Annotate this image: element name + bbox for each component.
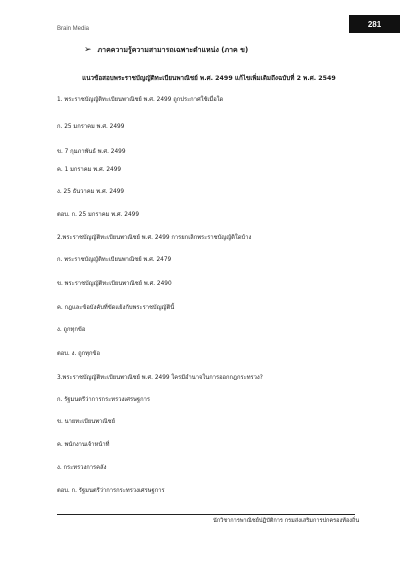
choice-line: ง. กระทรวงการคลัง xyxy=(57,465,107,471)
answer-line: ตอบ. ก. 25 มกราคม พ.ศ. 2499 xyxy=(57,212,140,218)
choice-line: ข. นายทะเบียนพาณิชย์ xyxy=(57,419,116,425)
choice-line: ก. รัฐมนตรีว่าการกระทรวงเศรษฐการ xyxy=(57,397,150,403)
arrow-bullet-icon: ➢ xyxy=(84,45,92,55)
section-heading xyxy=(84,45,248,56)
choice-line: ก. พระราชบัญญัติทะเบียนพาณิชย์ พ.ศ. 2479 xyxy=(57,257,172,263)
choice-line: ค. พนักงานเจ้าหน้าที่ xyxy=(57,442,110,448)
brand-label: Brain Media xyxy=(57,26,90,32)
answer-line: ตอบ. ก. รัฐมนตรีว่าการกระทรวงเศรษฐการ xyxy=(57,488,165,494)
choice-line: ง. 25 ธันวาคม พ.ศ. 2499 xyxy=(57,189,125,195)
page-number-badge: 281 xyxy=(349,15,400,33)
answer-line: ตอบ. ง. ถูกทุกข้อ xyxy=(57,351,100,357)
question-line: 2.พระราชบัญญัติทะเบียนพาณิชย์ พ.ศ. 2499 การยกเลิกพระราชบัญญัติใดบ้าง xyxy=(57,235,252,241)
choice-line: ค. กฎและข้อบังคับที่ขัดแย้งกับพระราชบัญญัตินี้ xyxy=(57,305,175,311)
choice-line: ก. 25 มกราคม พ.ศ. 2499 xyxy=(57,124,125,130)
exam-subtitle: แนวข้อสอบพระราชบัญญัติทะเบียนพาณิชย์ พ.ศ. 2499 แก้ไขเพิ่มเติมถึงฉบับที่ 2 พ.ศ. 2549 xyxy=(82,75,336,82)
footer-divider xyxy=(57,514,355,515)
question-line: 1. พระราชบัญญัติทะเบียนพาณิชย์ พ.ศ. 2499 ถูกประกาศใช้เมื่อใด xyxy=(57,97,224,103)
choice-line: ค. 1 มกราคม พ.ศ. 2499 xyxy=(57,167,122,173)
section-title-text: ภาคความรู้ความสามารถเฉพาะตำแหน่ง (ภาค ข) xyxy=(97,46,249,54)
choice-line: ข. 7 กุมภาพันธ์ พ.ศ. 2499 xyxy=(57,149,126,155)
question-line: 3.พระราชบัญญัติทะเบียนพาณิชย์ พ.ศ. 2499 ใครมีอำนาจในการออกกฎกระทรวง? xyxy=(57,375,263,381)
choice-line: ง. ถูกทุกข้อ xyxy=(57,327,86,333)
footer-text: นักวิชาการพาณิชย์ปฏิบัติการ กรมส่งเสริมการปกครองท้องถิ่น xyxy=(213,518,360,524)
choice-line: ข. พระราชบัญญัติทะเบียนพาณิชย์ พ.ศ. 2490 xyxy=(57,281,172,287)
